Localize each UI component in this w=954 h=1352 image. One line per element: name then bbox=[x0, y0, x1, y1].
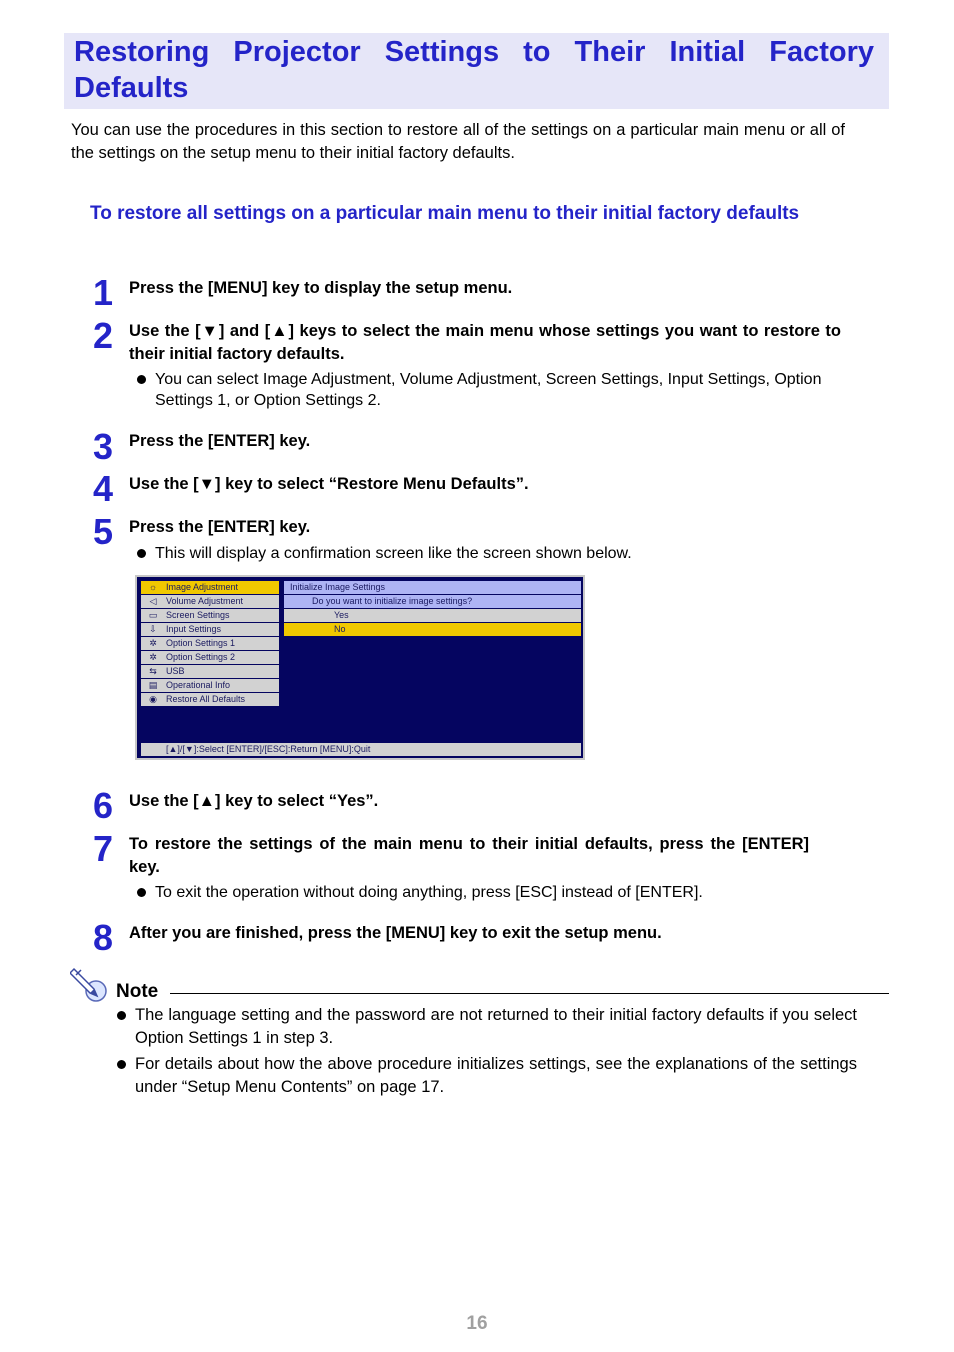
step-text-6: Use the [▲] key to select “Yes”. bbox=[129, 792, 379, 810]
option-no-label: No bbox=[334, 624, 346, 634]
menu-item-icon: ☼ bbox=[148, 582, 158, 592]
intro-paragraph: You can use the procedures in this section to restore all of the settings on a particular main menu or all of the settings on the setup menu to their initial factory defaults. bbox=[71, 121, 845, 162]
menu-item[interactable] bbox=[141, 637, 279, 650]
menu-item-label: Screen Settings bbox=[166, 610, 230, 620]
bullet-dot bbox=[137, 549, 146, 558]
menu-item-label: Input Settings bbox=[166, 624, 222, 634]
menu-item-label: Option Settings 2 bbox=[166, 652, 236, 662]
panel-title bbox=[284, 581, 581, 594]
menu-item-icon: ▤ bbox=[148, 680, 158, 690]
note-item-1-text: The language setting and the password are not returned to their initial factory defaults if you select Option Settings 1 in step 3. bbox=[135, 1006, 857, 1047]
page-number: 16 bbox=[466, 1313, 488, 1334]
menu-item[interactable] bbox=[141, 595, 279, 608]
note-pencil-icon bbox=[70, 965, 110, 1005]
step-number-4: 4 bbox=[92, 468, 114, 509]
menu-item-icon: ◉ bbox=[149, 694, 157, 704]
menu-item-icon: ◁ bbox=[149, 596, 157, 606]
menu-item-label: Image Adjustment bbox=[166, 582, 239, 592]
menu-item[interactable] bbox=[141, 693, 279, 706]
menu-item-icon: ✲ bbox=[149, 638, 157, 648]
step-text-4: Use the [▼] key to select “Restore Menu Defaults”. bbox=[129, 475, 529, 493]
step-number-2: 2 bbox=[92, 315, 114, 356]
step-5-bullet-text: This will display a confirmation screen like the screen shown below. bbox=[155, 545, 632, 562]
menu-item-label: Option Settings 1 bbox=[166, 638, 236, 648]
note-label: Note bbox=[116, 981, 159, 1002]
step-text-8: After you are finished, press the [MENU] key to exit the setup menu. bbox=[129, 924, 662, 942]
step-number-7: 7 bbox=[92, 828, 114, 869]
status-bar bbox=[141, 743, 581, 756]
step-number-8: 8 bbox=[92, 917, 114, 958]
menu-item[interactable] bbox=[141, 623, 279, 636]
step-7-bullet-text: To exit the operation without doing anything, press [ESC] instead of [ENTER]. bbox=[155, 884, 703, 901]
menu-item[interactable] bbox=[141, 581, 279, 594]
step-2-bullet-text: You can select Image Adjustment, Volume Adjustment, Screen Settings, Input Settings, Option Settings 1, or Option Settings 2. bbox=[155, 371, 822, 409]
step-number-3: 3 bbox=[92, 426, 114, 467]
menu-item[interactable] bbox=[141, 609, 279, 622]
confirm-question-text: Do you want to initialize image settings? bbox=[312, 596, 473, 606]
menu-item[interactable] bbox=[141, 651, 279, 664]
step-text-7: To restore the settings of the main menu to their initial defaults, press the [ENTER] key. bbox=[129, 835, 809, 876]
option-no[interactable] bbox=[284, 623, 581, 636]
note-item-2-text: For details about how the above procedure initializes settings, see the explanations of the settings under “Setup Menu Contents” on page 17. bbox=[135, 1055, 857, 1096]
bullet-dot bbox=[117, 1011, 126, 1020]
menu-item-icon: ▭ bbox=[148, 610, 158, 620]
menu-item-icon: ⇆ bbox=[149, 666, 157, 676]
step-number-6: 6 bbox=[92, 785, 114, 826]
menu-item[interactable] bbox=[141, 665, 279, 678]
menu-item-icon: ⇩ bbox=[149, 624, 157, 634]
status-text: [▲]/[▼]:Select [ENTER]/[ESC]:Return [MENU]:Quit bbox=[166, 744, 371, 754]
menu-item[interactable] bbox=[141, 679, 279, 692]
option-yes[interactable] bbox=[284, 609, 581, 622]
note-divider bbox=[170, 993, 889, 994]
page-title: Restoring Projector Settings to Their Initial Factory Defaults bbox=[74, 36, 874, 104]
menu-item-icon: ✲ bbox=[149, 652, 157, 662]
step-text-3: Press the [ENTER] key. bbox=[129, 432, 311, 450]
panel-title-text: Initialize Image Settings bbox=[290, 582, 386, 592]
step-text-5: Press the [ENTER] key. bbox=[129, 518, 311, 536]
confirm-question bbox=[284, 595, 581, 608]
section-subheading: To restore all settings on a particular main menu to their initial factory defaults bbox=[90, 203, 800, 224]
confirmation-screenshot bbox=[135, 575, 585, 760]
step-text-1: Press the [MENU] key to display the setup menu. bbox=[129, 279, 513, 297]
step-number-1: 1 bbox=[92, 272, 114, 313]
menu-item-label: USB bbox=[166, 666, 185, 676]
bullet-dot bbox=[137, 375, 146, 384]
menu-item-label: Operational Info bbox=[166, 680, 231, 690]
menu-item-label: Volume Adjustment bbox=[166, 596, 244, 606]
step-number-5: 5 bbox=[92, 511, 114, 552]
step-text-2: Use the [▼] and [▲] keys to select the main menu whose settings you want to restore to their initial factory defaults. bbox=[129, 322, 841, 363]
title-banner bbox=[64, 33, 889, 109]
bullet-dot bbox=[137, 888, 146, 897]
menu-item-label: Restore All Defaults bbox=[166, 694, 246, 704]
option-yes-label: Yes bbox=[334, 610, 349, 620]
bullet-dot bbox=[117, 1060, 126, 1069]
